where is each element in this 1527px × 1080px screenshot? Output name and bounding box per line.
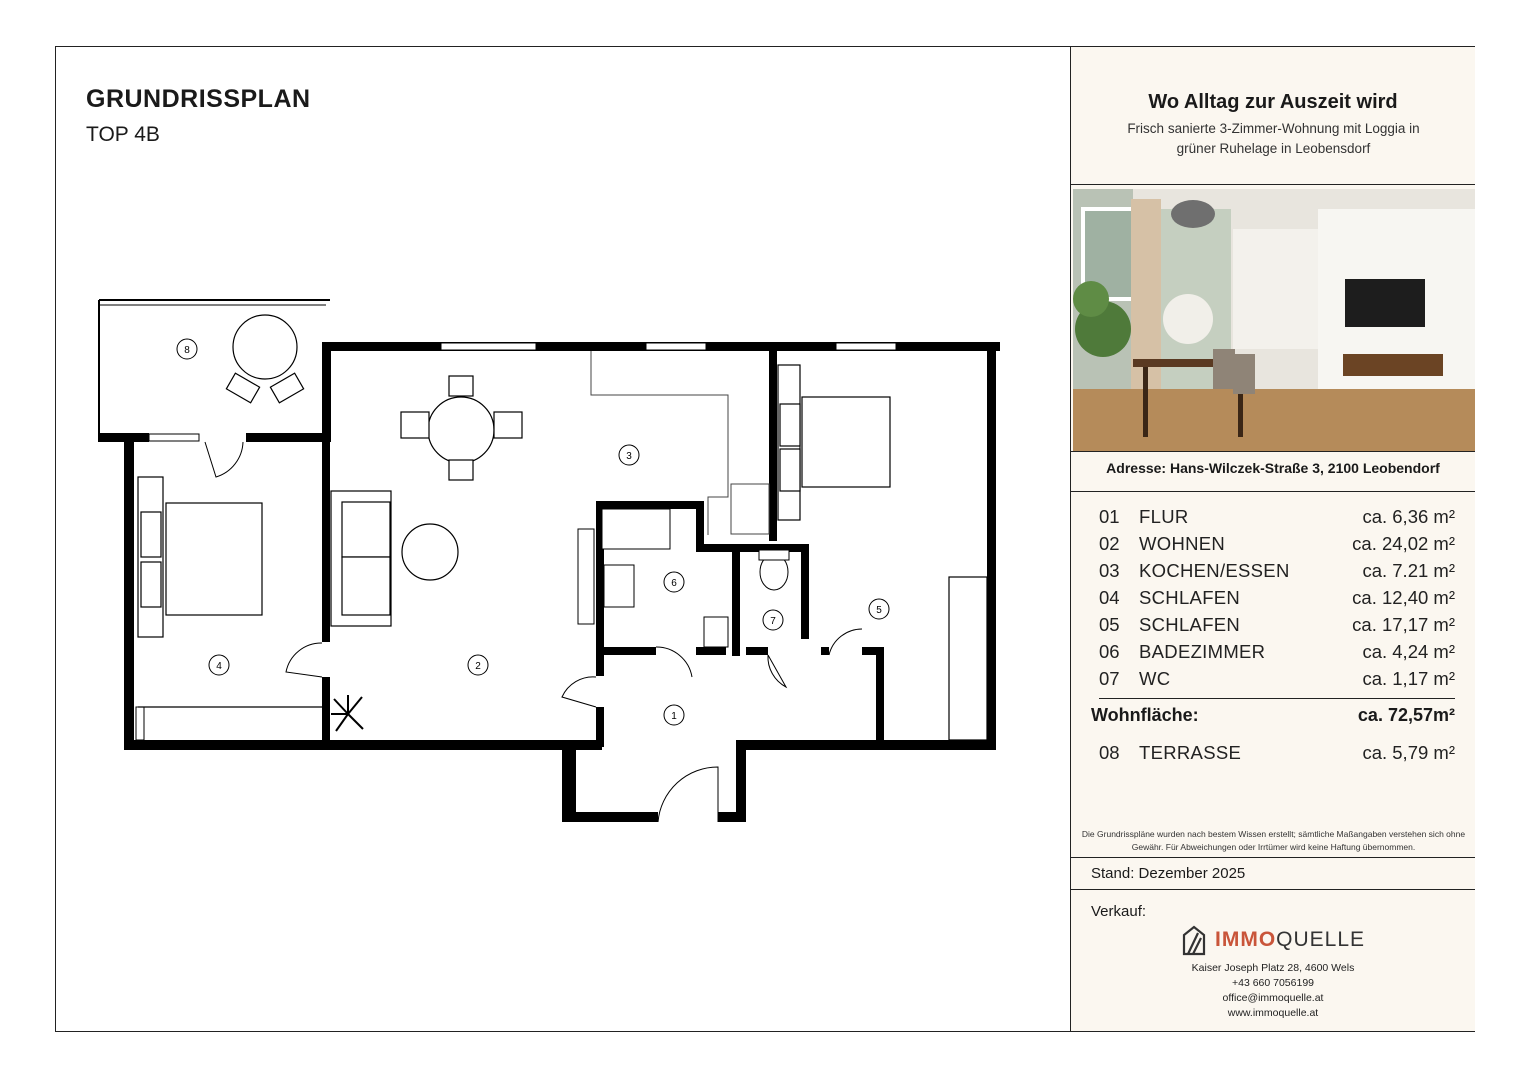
logo-immo: IMMO xyxy=(1215,928,1277,951)
divider xyxy=(1071,889,1475,890)
svg-text:5: 5 xyxy=(876,605,882,616)
disclaimer: Die Grundrisspläne wurden nach bestem Wissen erstellt; sämtliche Maßangaben verstehen sich ohne Gewähr. Für Abweichungen oder Irrtümer wird keine Haftung übernommen. xyxy=(1081,829,1466,852)
plan-title: GRUNDRISSPLAN xyxy=(86,85,311,113)
room-label-7 xyxy=(763,610,783,630)
contact-block xyxy=(1071,961,1475,1021)
divider xyxy=(1071,451,1475,452)
svg-text:2: 2 xyxy=(475,661,481,672)
list-item: 02 WOHNEN ca. 24,02 m² xyxy=(1099,532,1455,554)
list-item: 06 BADEZIMMER ca. 4,24 m² xyxy=(1099,640,1455,662)
contact-website[interactable]: www.immoquelle.at xyxy=(1227,1007,1319,1019)
room-label-8 xyxy=(177,339,197,359)
interior-photo xyxy=(1073,189,1475,451)
list-item: 05 SCHLAFEN ca. 17,17 m² xyxy=(1099,613,1455,635)
list-item: 07 WC ca. 1,17 m² xyxy=(1099,667,1455,689)
sofa xyxy=(331,491,458,626)
status-date: Stand: Dezember 2025 xyxy=(1091,865,1246,882)
loggia-table xyxy=(226,315,303,403)
plan-subtitle: TOP 4B xyxy=(86,123,160,146)
room-label-4 xyxy=(209,655,229,675)
total-label: Wohnfläche: xyxy=(1091,705,1199,725)
floor-plan-area xyxy=(56,47,1071,1031)
room-label-5 xyxy=(869,599,889,619)
list-item: 03 KOCHEN/ESSEN ca. 7.21 m² xyxy=(1099,559,1455,581)
terrace-row xyxy=(1099,739,1455,766)
info-panel xyxy=(1070,47,1475,1031)
room-list xyxy=(1099,503,1455,692)
loggia-outline xyxy=(99,300,330,442)
total-value: ca. 72,57m² xyxy=(1357,705,1455,725)
tagline: Frisch sanierte 3-Zimmer-Wohnung mit Loggia in grüner Ruhelage in Leobensdorf xyxy=(1127,121,1420,156)
svg-text:6: 6 xyxy=(671,578,677,589)
list-item: 08 TERRASSE ca. 5,79 m² xyxy=(1099,741,1455,763)
divider xyxy=(1071,184,1475,185)
room-label-6 xyxy=(664,572,684,592)
house-logo-icon xyxy=(1181,924,1207,956)
contact-email[interactable]: office@immoquelle.at xyxy=(1222,992,1324,1004)
sales-label: Verkauf: xyxy=(1091,903,1147,920)
dining-table xyxy=(401,376,522,480)
headline: Wo Alltag zur Auszeit wird xyxy=(1148,91,1398,113)
svg-text:1: 1 xyxy=(671,711,677,722)
list-item: 01 FLUR ca. 6,36 m² xyxy=(1099,505,1455,527)
svg-text:7: 7 xyxy=(770,616,776,627)
sum-divider xyxy=(1099,698,1455,699)
contact-address: Kaiser Joseph Platz 28, 4600 Wels xyxy=(1191,962,1355,974)
divider xyxy=(1071,491,1475,492)
floor-plan-drawing xyxy=(56,47,1070,1033)
company-logo xyxy=(1181,923,1365,957)
plant-icon xyxy=(331,695,363,731)
logo-quelle: QUELLE xyxy=(1276,928,1366,951)
doors xyxy=(205,442,862,822)
document-frame xyxy=(55,46,1475,1032)
bed-room-4 xyxy=(138,477,322,707)
total-living-area xyxy=(1091,705,1455,726)
list-item: 04 SCHLAFEN ca. 12,40 m² xyxy=(1099,586,1455,608)
divider xyxy=(1071,857,1475,858)
svg-text:3: 3 xyxy=(626,451,632,462)
room-label-2 xyxy=(468,655,488,675)
room-label-1 xyxy=(664,705,684,725)
room-label-3 xyxy=(619,445,639,465)
svg-text:4: 4 xyxy=(216,661,222,672)
svg-text:8: 8 xyxy=(184,345,190,356)
address: Adresse: Hans-Wilczek-Straße 3, 2100 Leobendorf xyxy=(1106,460,1440,476)
contact-phone[interactable]: +43 660 7056199 xyxy=(1231,977,1315,989)
